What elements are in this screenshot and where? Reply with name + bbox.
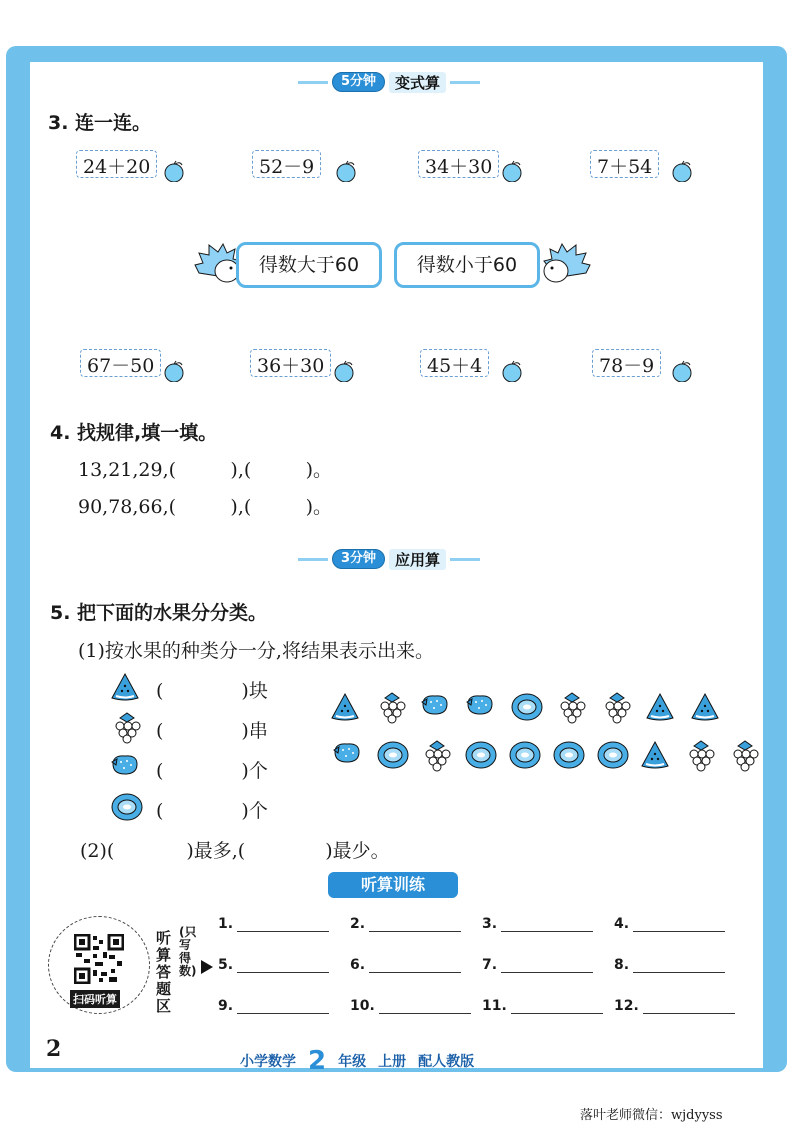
listen-side-label: 听算答题区: [156, 929, 172, 1015]
answer-slot[interactable]: 3.: [482, 916, 593, 932]
watermelon-icon: [645, 692, 675, 726]
answer-slot[interactable]: 7.: [482, 957, 593, 973]
watermelon-icon: [330, 692, 360, 726]
unit-label: 个: [248, 800, 268, 822]
page-number: 2: [46, 1036, 62, 1062]
kiwi-icon: [596, 740, 630, 774]
watermark-text: 落叶老师微信：wjdyyss: [580, 1108, 723, 1123]
tally-row[interactable]: ( )串: [156, 720, 268, 742]
answer-slot[interactable]: 9.: [218, 998, 329, 1014]
hedgehog-icon: [538, 243, 592, 289]
tally-row[interactable]: ( )块: [156, 680, 268, 702]
q3-bottom-expr-3[interactable]: 45＋4: [420, 349, 489, 377]
apple-icon: [162, 160, 186, 182]
box-less-than-60[interactable]: 得数小于60: [394, 242, 540, 288]
grape-icon: [110, 712, 144, 748]
answer-slot[interactable]: 8.: [614, 957, 725, 973]
strawberry-icon: [332, 740, 362, 768]
strawberry-icon: [110, 752, 140, 780]
q5-title: 5. 把下面的水果分分类。: [50, 602, 268, 624]
apple-icon: [500, 160, 524, 182]
kiwi-icon: [110, 792, 144, 826]
apple-icon: [332, 360, 356, 382]
banner-label: 应用算: [389, 549, 446, 570]
section-banner-top: [298, 72, 480, 92]
answer-slot[interactable]: 10.: [350, 998, 471, 1014]
listen-side-note: (只写得数): [179, 925, 197, 978]
grape-icon: [684, 740, 718, 776]
grape-icon: [375, 692, 409, 728]
answer-slot[interactable]: 6.: [350, 957, 461, 973]
answer-slot[interactable]: 11.: [482, 998, 603, 1014]
listen-title: 听算训练: [328, 872, 458, 898]
apple-icon: [334, 160, 358, 182]
q4-sequence-2[interactable]: 90,78,66,( ),( )。: [78, 496, 333, 518]
banner-label: 变式算: [389, 72, 446, 93]
apple-icon: [670, 360, 694, 382]
unit-label: 串: [248, 720, 268, 742]
watermelon-icon: [110, 672, 140, 706]
play-arrow-icon: [201, 960, 213, 974]
footer-banner: [240, 1046, 474, 1076]
tally-row[interactable]: ( )个: [156, 800, 268, 822]
q3-top-expr-3[interactable]: 34＋30: [418, 150, 499, 178]
footer-edition: 配人教版: [418, 1054, 475, 1070]
q3-bottom-expr-2[interactable]: 36＋30: [250, 349, 331, 377]
q5-sub1: (1)按水果的种类分一分,将结果表示出来。: [78, 640, 434, 662]
q3-bottom-expr-4[interactable]: 78－9: [592, 349, 661, 377]
qr-label: 扫码听算: [70, 990, 120, 1008]
apple-icon: [500, 360, 524, 382]
footer-volume: 上册: [378, 1054, 407, 1070]
tally-row[interactable]: ( )个: [156, 760, 268, 782]
answer-slot[interactable]: 1.: [218, 916, 329, 932]
apple-icon: [162, 360, 186, 382]
grape-icon: [555, 692, 589, 728]
kiwi-icon: [510, 692, 544, 726]
strawberry-icon: [465, 692, 495, 720]
grape-icon: [600, 692, 634, 728]
q5-sub2: (2)( )最多,( )最少。: [80, 840, 390, 862]
grape-icon: [728, 740, 762, 776]
box-greater-than-60[interactable]: 得数大于60: [236, 242, 382, 288]
unit-label: 个: [248, 760, 268, 782]
q3-top-expr-2[interactable]: 52－9: [252, 150, 321, 178]
kiwi-icon: [552, 740, 586, 774]
q4-title: 4. 找规律,填一填。: [50, 422, 218, 444]
footer-grade: 年级: [338, 1054, 367, 1070]
unit-label: 块: [248, 680, 268, 702]
q3-bottom-expr-1[interactable]: 67－50: [80, 349, 161, 377]
q3-top-expr-1[interactable]: 24＋20: [76, 150, 157, 178]
answer-slot[interactable]: 12.: [614, 998, 735, 1014]
footer-subject: 小学数学: [240, 1054, 296, 1070]
q3-top-expr-4[interactable]: 7＋54: [590, 150, 659, 178]
apple-icon: [670, 160, 694, 182]
strawberry-icon: [420, 692, 450, 720]
banner-time: 5分钟: [332, 72, 385, 92]
watermelon-icon: [640, 740, 670, 774]
grape-icon: [420, 740, 454, 776]
section-banner-middle: [298, 549, 480, 569]
q4-sequence-1[interactable]: 13,21,29,( ),( )。: [78, 459, 333, 481]
answer-slot[interactable]: 4.: [614, 916, 725, 932]
banner-time: 3分钟: [332, 549, 385, 569]
watermelon-icon: [690, 692, 720, 726]
kiwi-icon: [508, 740, 542, 774]
qr-code-icon[interactable]: [74, 934, 124, 984]
footer-grade-number: 2: [308, 1046, 327, 1076]
kiwi-icon: [464, 740, 498, 774]
q3-title: 3. 连一连。: [48, 112, 152, 134]
answer-slot[interactable]: 5.: [218, 957, 329, 973]
kiwi-icon: [376, 740, 410, 774]
answer-slot[interactable]: 2.: [350, 916, 461, 932]
